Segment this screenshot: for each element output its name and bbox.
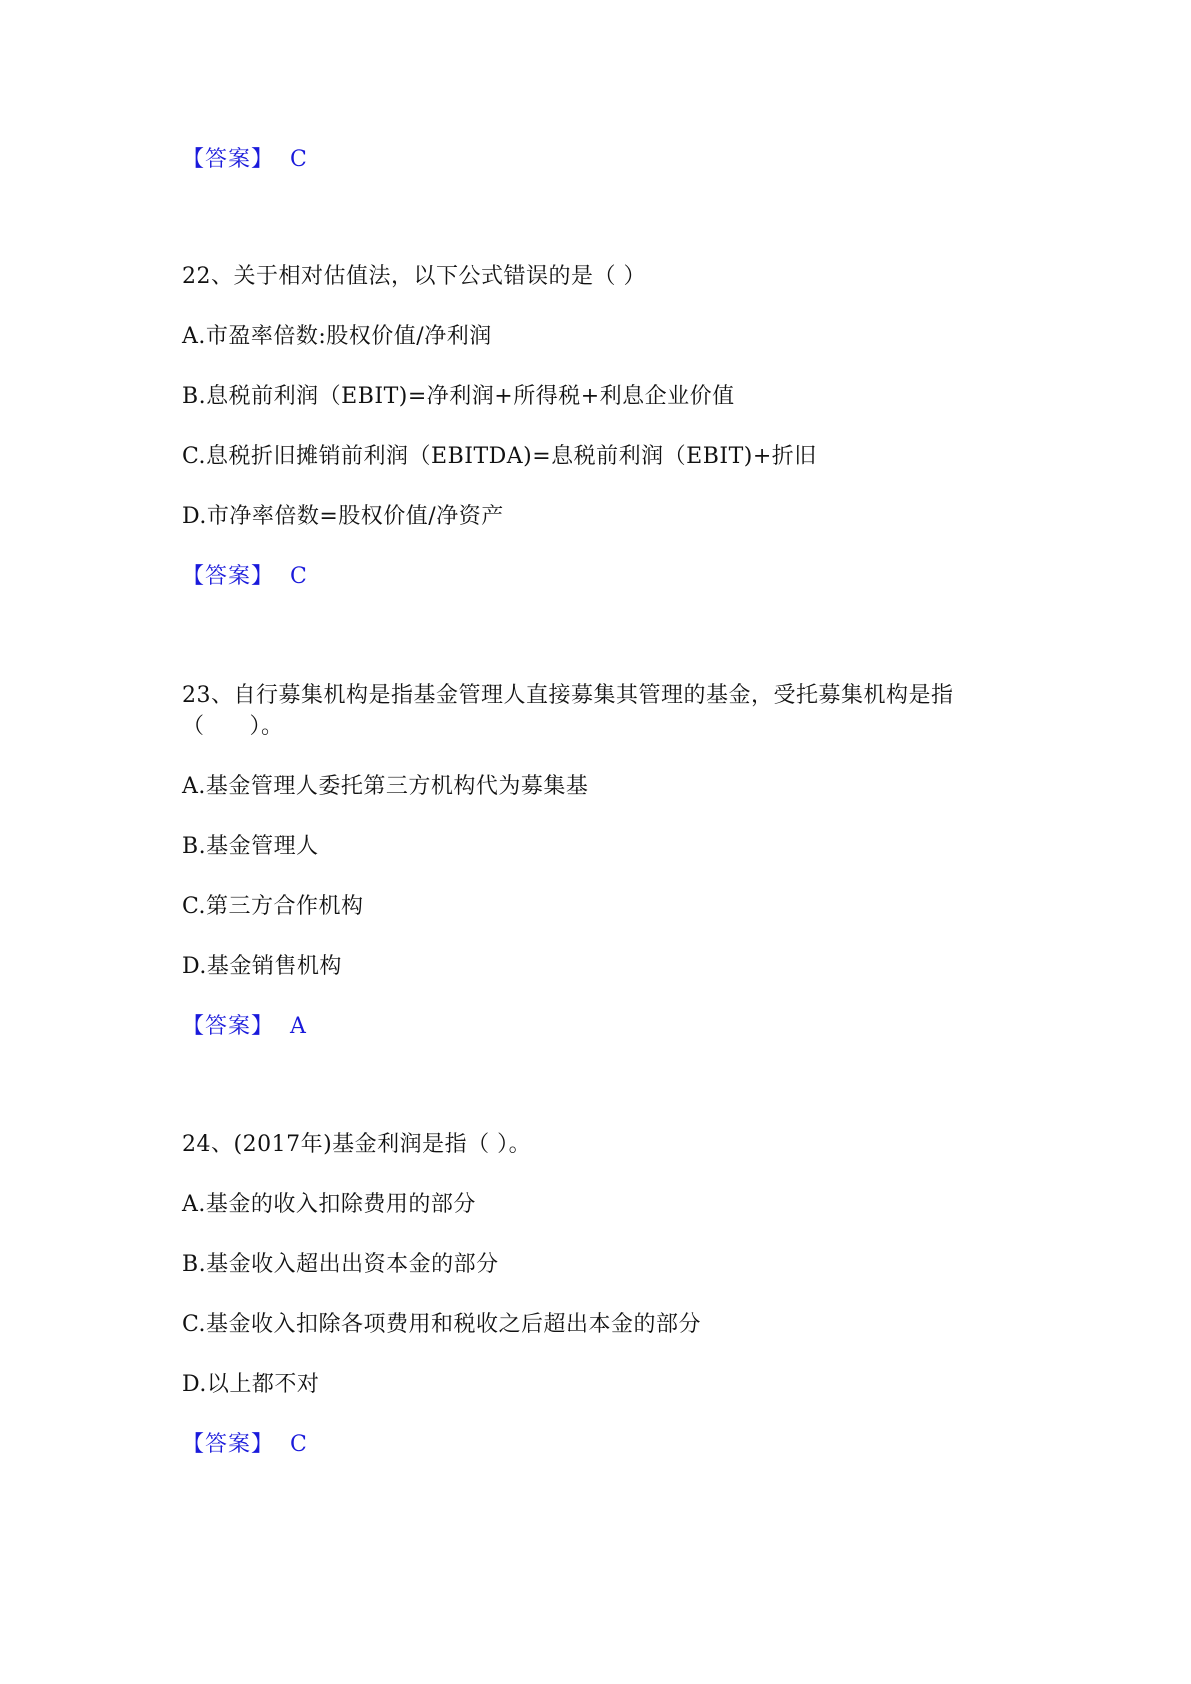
option-b: B.息税前利润（EBIT)=净利润+所得税+利息企业价值 <box>182 384 735 409</box>
option-a: A.基金管理人委托第三方机构代为募集基 <box>182 774 589 799</box>
question-23-text-line1: 23、自行募集机构是指基金管理人直接募集其管理的基金，受托募集机构是指 <box>182 683 954 708</box>
answer-line <box>182 1012 306 1042</box>
answer-label: 【答案】 <box>182 147 275 172</box>
question-22-text: 22、关于相对估值法，以下公式错误的是（ ） <box>182 264 646 289</box>
option-b: B.基金收入超出出资本金的部分 <box>182 1252 499 1277</box>
answer-value: C <box>290 147 308 172</box>
answer-label: 【答案】 <box>182 1432 275 1457</box>
answer-value: A <box>290 1014 307 1039</box>
answer-value: C <box>290 564 308 589</box>
answer-label: 【答案】 <box>182 564 275 589</box>
option-a: A.基金的收入扣除费用的部分 <box>182 1192 476 1217</box>
option-d: D.基金销售机构 <box>182 954 342 979</box>
option-c: C.息税折旧摊销前利润（EBITDA)=息税前利润（EBIT)+折旧 <box>182 444 817 469</box>
answer-label: 【答案】 <box>182 1014 275 1039</box>
option-b: B.基金管理人 <box>182 834 319 859</box>
answer-line <box>182 1430 307 1460</box>
answer-value: C <box>290 1432 308 1457</box>
question-23-text-line2: （ ）。 <box>182 714 284 739</box>
option-d: D.以上都不对 <box>182 1372 320 1397</box>
option-c: C.基金收入扣除各项费用和税收之后超出本金的部分 <box>182 1312 702 1337</box>
option-d: D.市净率倍数=股权价值/净资产 <box>182 504 504 529</box>
answer-line <box>182 562 307 592</box>
answer-line <box>182 145 307 175</box>
option-c: C.第三方合作机构 <box>182 894 364 919</box>
question-24-text: 24、(2017年)基金利润是指（ ）。 <box>182 1132 532 1157</box>
option-a: A.市盈率倍数:股权价值/净利润 <box>182 324 492 349</box>
